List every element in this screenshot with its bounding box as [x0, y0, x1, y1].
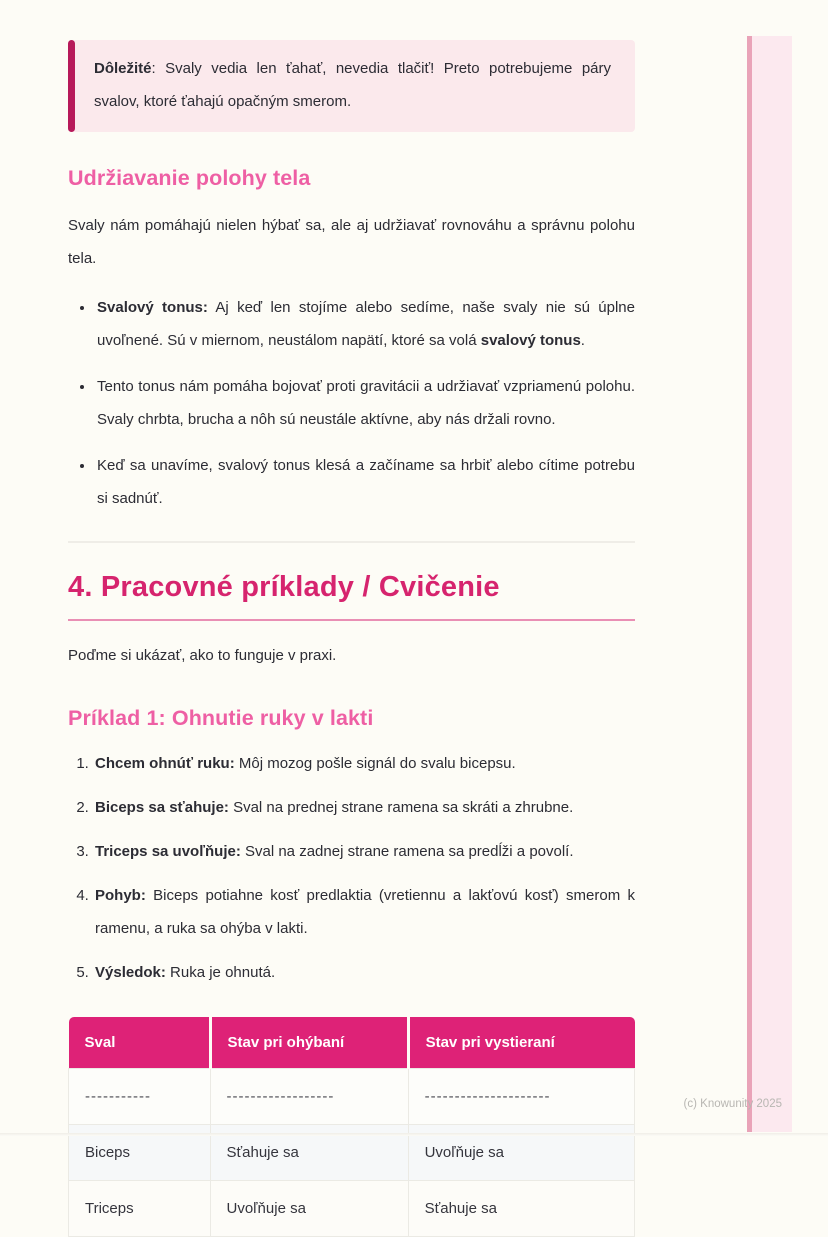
table-cell: Triceps — [69, 1181, 211, 1237]
step-item — [93, 747, 635, 780]
step-item — [93, 879, 635, 945]
step-bold-lead: Pohyb: — [95, 887, 146, 904]
section-divider — [68, 541, 635, 543]
table-cell: ------------------ — [210, 1069, 408, 1125]
bullet-bold-lead: Svalový tonus: — [97, 299, 208, 316]
table-row-separator — [69, 1069, 635, 1125]
heading-section4: 4. Pracovné príklady / Cvičenie — [68, 571, 635, 621]
example-steps-list — [68, 747, 635, 989]
step-bold-lead: Triceps sa uvoľňuje: — [95, 843, 241, 860]
table-header-vystieranie: Stav pri vystieraní — [408, 1017, 634, 1069]
heading-example1: Príklad 1: Ohnutie ruky v lakti — [68, 706, 374, 730]
heading-posture: Udržiavanie polohy tela — [68, 166, 311, 190]
callout-paragraph — [94, 52, 611, 118]
step-item — [93, 835, 635, 868]
table-cell: Sťahuje sa — [210, 1125, 408, 1181]
posture-intro-paragraph: Svaly nám pomáhajú nielen hýbať sa, ale aj udržiavať rovnováhu a správnu polohu tela. — [68, 217, 635, 267]
step-bold-lead: Chcem ohnúť ruku: — [95, 755, 235, 772]
table-cell: --------------------- — [408, 1069, 634, 1125]
page-bottom-edge — [0, 1133, 828, 1136]
step-text: Sval na zadnej strane ramena sa predĺži a povolí. — [240, 843, 574, 860]
step-text: Môj mozog pošle signál do svalu bicepsu. — [234, 755, 516, 772]
document-content — [68, 0, 635, 1237]
bullet-item-tonus — [95, 291, 635, 357]
step-bold-lead: Biceps sa sťahuje: — [95, 799, 229, 816]
step-text: Ruka je ohnutá. — [165, 964, 276, 981]
decorative-stripe — [747, 36, 792, 1132]
stripe-band — [752, 36, 792, 1132]
bullet-bold-inline: svalový tonus — [480, 332, 581, 349]
step-text: Biceps potiahne kosť predlaktia (vretiennu a lakťovú kosť) smerom k ramenu, a ruka sa ohýba v lakti. — [95, 887, 635, 937]
table-cell: Sťahuje sa — [408, 1181, 634, 1237]
callout-text: : Svaly vedia len ťahať, nevedia tlačiť! Preto potrebujeme páry svalov, ktoré ťahajú opačným smerom. — [94, 60, 611, 110]
callout-accent-bar — [68, 40, 75, 132]
bullet-item-gravity: • Tento tonus nám pomáha bojovať proti gravitácii a udržiavať vzpriamenú polohu. Svaly chrbta, brucha a nôh sú neustále aktívne, aby nás držali rovno. — [95, 370, 635, 436]
table-header-ohybanie: Stav pri ohýbaní — [210, 1017, 408, 1069]
step-bold-lead: Výsledok: — [95, 964, 166, 981]
table-cell: Uvoľňuje sa — [210, 1181, 408, 1237]
table-cell: Biceps — [69, 1125, 211, 1181]
table-cell: ----------- — [69, 1069, 211, 1125]
bullet-text: Aj keď len stojíme alebo sedíme, naše svaly nie sú úplne uvoľnené. Sú v miernom, neustálom napätí, ktoré sa volá — [97, 299, 635, 349]
table-header-row — [69, 1017, 635, 1069]
posture-bullet-list — [68, 291, 635, 515]
step-text: Sval na prednej strane ramena sa skráti a zhrubne. — [228, 799, 574, 816]
bullet-item-fatigue: • Keď sa unavíme, svalový tonus klesá a začíname sa hrbiť alebo cítime potrebu si sadnúť. — [95, 449, 635, 515]
table-row-triceps — [69, 1181, 635, 1237]
table-header-sval: Sval — [69, 1017, 211, 1069]
muscle-states-table — [68, 1017, 635, 1237]
copyright-footer: (c) Knowunity 2025 — [683, 1098, 782, 1110]
step-item — [93, 956, 635, 989]
callout-label: Dôležité — [94, 60, 152, 77]
step-item — [93, 791, 635, 824]
bullet-text-end: . — [580, 332, 585, 349]
important-callout — [68, 40, 635, 132]
practice-intro-paragraph: Poďme si ukázať, ako to funguje v praxi. — [68, 647, 337, 664]
table-cell: Uvoľňuje sa — [408, 1125, 634, 1181]
